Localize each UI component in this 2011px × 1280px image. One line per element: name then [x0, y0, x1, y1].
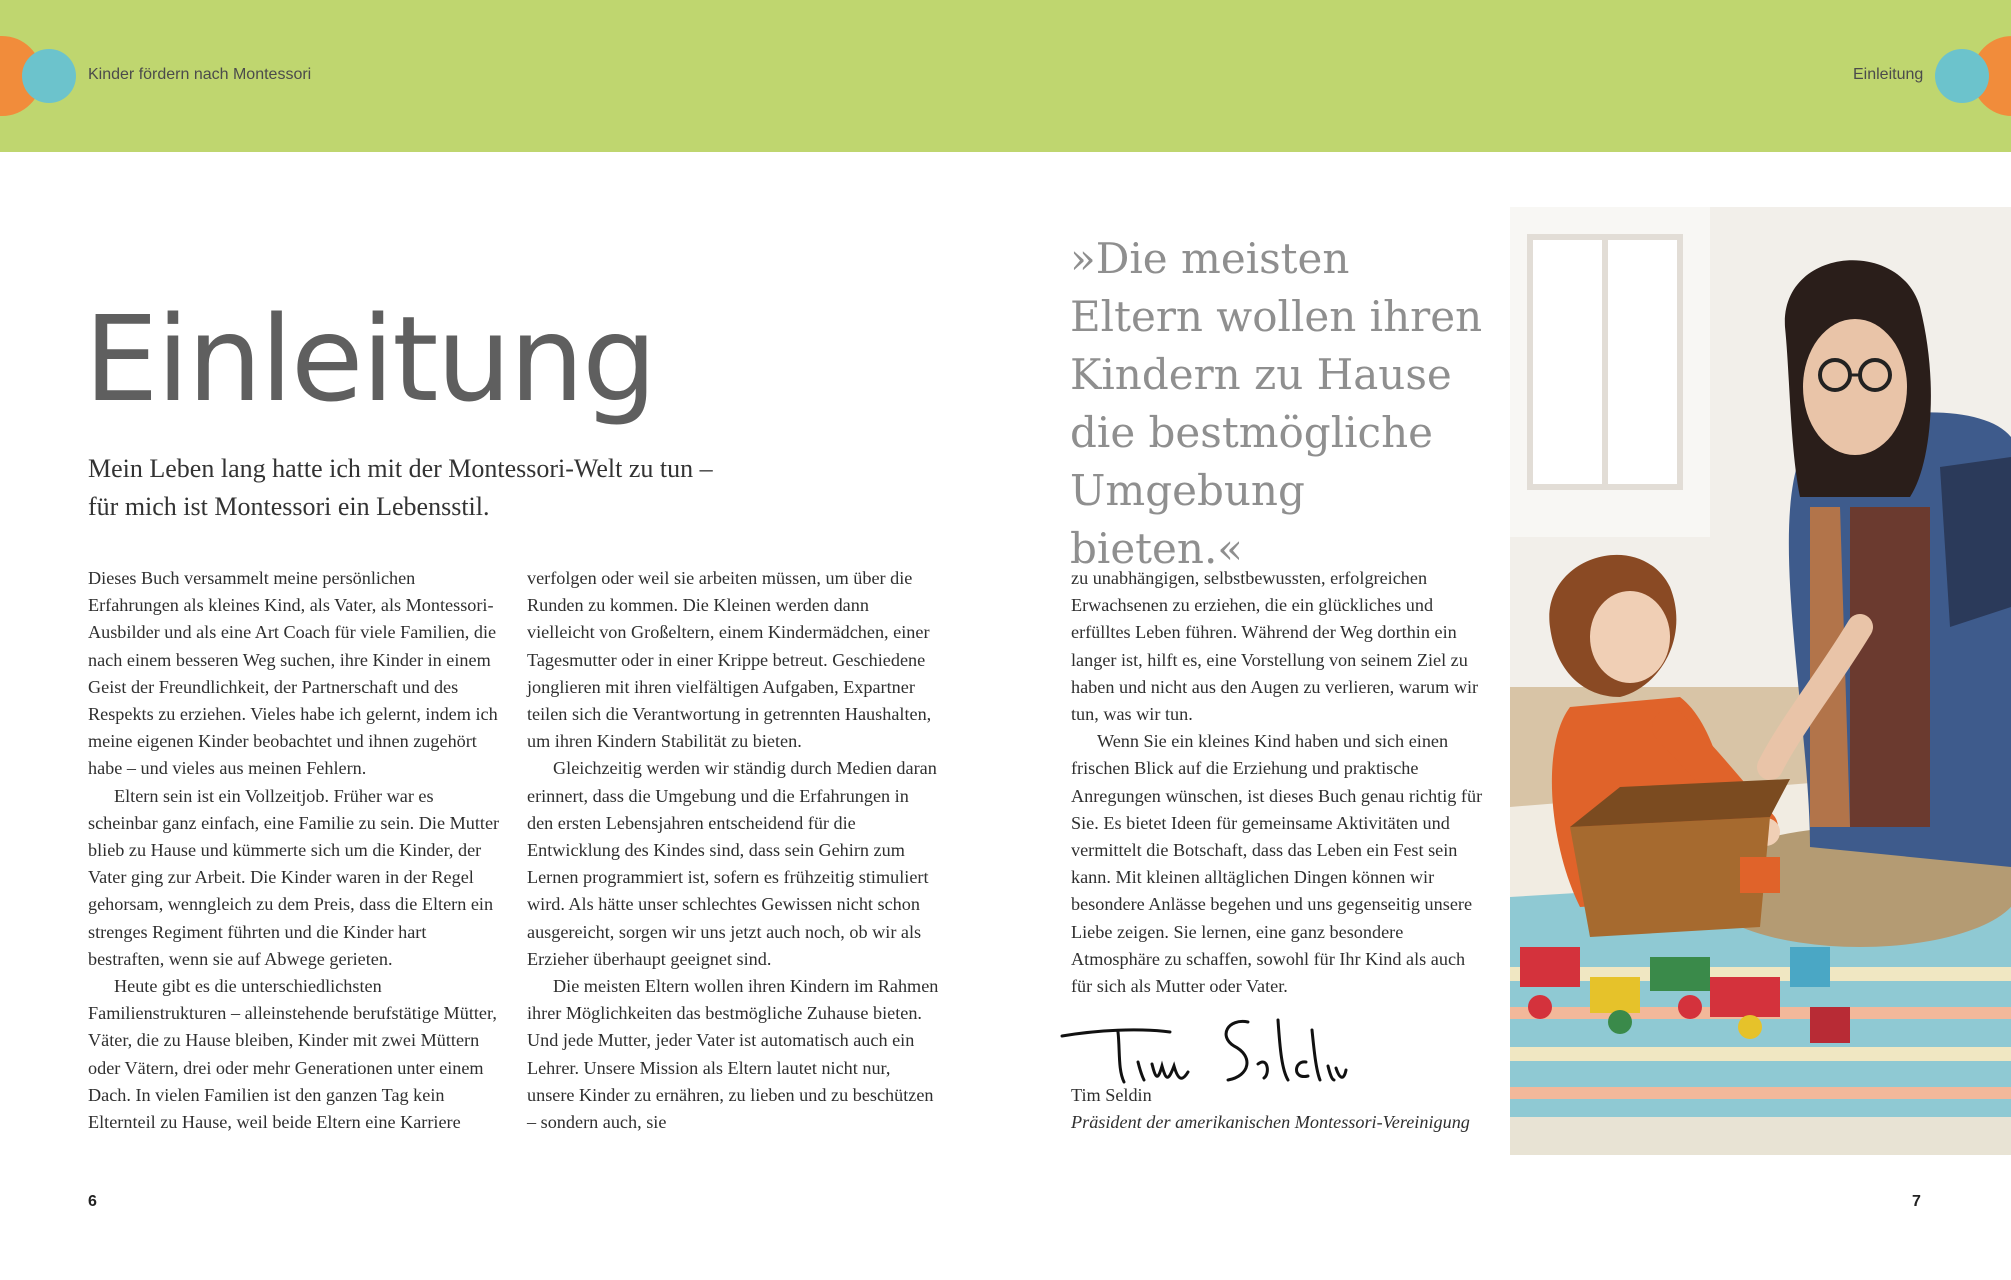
body-paragraph: Dieses Buch versammelt meine persönlichen Erfahrungen als kleines Kind, als Vater, als Montessori-Ausbilder und als eine Art Coach für viele Familien, die nach einem besseren Weg suchen, ihre Kinder in einem Geist der Freundlichkeit, der Partnerschaft und des Respekts zu erziehen. Vieles habe ich gelernt, indem ich meine eigenen Kinder beobachtet und ihnen zugehört habe – und vieles aus meinen Fehlern.: [88, 568, 498, 779]
chapter-title: Einleitung: [84, 290, 656, 428]
subtitle-line: Mein Leben lang hatte ich mit der Montessori-Welt zu tun –: [88, 454, 713, 483]
author-role: Präsident der amerikanischen Montessori-Vereinigung: [1071, 1112, 1470, 1132]
subtitle-line: für mich ist Montessori ein Lebensstil.: [88, 492, 490, 521]
photo-illustration: [1510, 207, 2011, 1155]
photo-mother-child-playing: [1510, 207, 2011, 1155]
teal-circle-left-decoration: [22, 49, 76, 103]
running-title-left: Kinder fördern nach Montessori: [88, 66, 312, 83]
body-paragraph: Gleichzeitig werden wir ständig durch Medien daran erinnert, dass die Umgebung und die Erfahrungen in den ersten Lebensjahren entscheidend für die Entwicklung des Kindes sind, dass sein Gehirn zum Lernen programmiert ist, sofern es frühzeitig stimuliert wird. Als hätte unser schlechtes Gewissen nicht schon ausgereicht, sorgen wir uns jetzt auch noch, ob wir als Erzieher überhaupt geeignet sind.: [527, 758, 937, 969]
author-name: Tim Seldin: [1071, 1085, 1152, 1105]
body-paragraph: Wenn Sie ein kleines Kind haben und sich einen frischen Blick auf die Erziehung und praktische Anregungen wünschen, ist dieses Buch genau richtig für Sie. Es bietet Ideen für gemeinsame Aktivitäten und vermittelt die Botschaft, dass das Leben ein Fest sein kann. Mit kleinen alltäglichen Dingen können wir besondere Anlässe begehen und uns gegenseitig unsere Liebe zeigen. Sie lernen, eine ganz besondere Atmosphäre zu schaffen, sowohl für Ihr Kind als auch für sich als Mutter oder Vater.: [1071, 731, 1483, 997]
pull-quote: »Die meisten Eltern wollen ihren Kindern zu Hause die bestmögliche Umgebung bieten.«: [1070, 234, 1483, 573]
chapter-subtitle: [88, 450, 848, 526]
body-paragraph: Die meisten Eltern wollen ihren Kindern im Rahmen ihrer Möglichkeiten das bestmögliche Zuhause bieten. Und jede Mutter, jeder Vater ist automatisch auch ein Lehrer. Unsere Mission als Eltern lautet nicht nur, unsere Kinder zu ernähren, zu lieben und zu beschützen – sondern auch, sie: [527, 976, 939, 1133]
header-band: [0, 0, 2011, 152]
body-paragraph: Eltern sein ist ein Vollzeitjob. Früher war es scheinbar ganz einfach, eine Familie zu sein. Die Mutter blieb zu Hause und kümmerte sich um die Kinder, der Vater ging zur Arbeit. Die Kinder waren in der Regel gehorsam, wenngleich zu dem Preis, dass die Eltern ein strenges Regiment führten und die Kinder hart bestraften, wenn sie auf Abwege gerieten.: [88, 785, 500, 969]
body-column-1: [88, 565, 500, 1136]
body-paragraph: verfolgen oder weil sie arbeiten müssen, um über die Runden zu kommen. Die Kleinen werden dann vielleicht von Großeltern, einem Kindermädchen, einer Tagesmutter oder in einer Krippe betreut. Geschiedene jonglieren mit ihren vielfältigen Aufgaben, Expartner teilen sich die Verantwortung in getrennten Haushalten, um ihren Kindern Stabilität zu bieten.: [527, 568, 932, 752]
body-column-2: [527, 565, 939, 1136]
body-paragraph: zu unabhängigen, selbstbewussten, erfolgreichen Erwachsenen zu erziehen, die ein glückliches und erfülltes Leben führen. Während der Weg dorthin ein langer ist, hilft es, eine Vorstellung von seinem Ziel zu haben und nicht aus den Augen zu verlieren, warum wir tun, was wir tun.: [1071, 568, 1479, 725]
page-number-left: 6: [88, 1193, 97, 1210]
running-title-right: Einleitung: [1853, 66, 1924, 83]
body-column-3: [1071, 565, 1485, 1000]
page-number-right: 7: [1912, 1193, 1921, 1210]
teal-circle-right-decoration: [1935, 49, 1989, 103]
body-paragraph: Heute gibt es die unterschiedlichsten Familienstrukturen – alleinstehende berufstätige Mütter, Väter, die zu Hause bleiben, Kinder mit zwei Müttern oder Vätern, drei oder mehr Generationen unter einem Dach. In vielen Familien ist den ganzen Tag kein Elternteil zu Hause, weil beide Eltern eine Karriere: [88, 976, 497, 1133]
